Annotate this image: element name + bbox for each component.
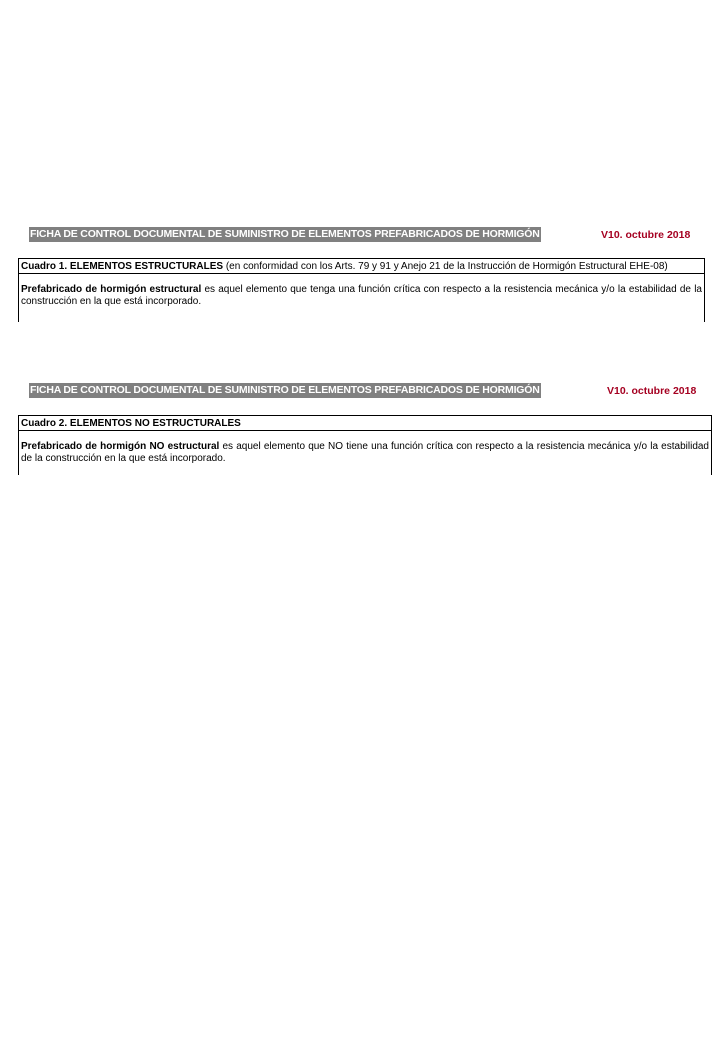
ficha-title: FICHA DE CONTROL DOCUMENTAL DE SUMINISTRO DE ELEMENTOS PREFABRICADOS DE HORMIGÓN (30, 384, 540, 396)
cuadro-definition (19, 431, 711, 475)
cuadro-label: Cuadro 1. ELEMENTOS ESTRUCTURALES (21, 261, 224, 272)
cuadro-title (19, 415, 711, 431)
cuadro-label: Cuadro 2. ELEMENTOS NO ESTRUCTURALES (21, 418, 241, 429)
cuadro-note: (en conformidad con los Arts. 79 y 91 y Anejo 21 de la Instrucción de Hormigón Estructural EHE-08) (223, 261, 668, 272)
definition-text: es aquel elemento que tenga una función crítica con respecto a la resistencia mecánica y/o la estabilidad de la construcción en la que está incorporado. (21, 284, 702, 307)
cuadro-2 (18, 415, 712, 475)
version-label: V10. octubre 2018 (601, 229, 691, 241)
definition-term: Prefabricado de hormigón NO estructural (21, 441, 220, 452)
definition-term: Prefabricado de hormigón estructural (21, 284, 202, 295)
ficha-title: FICHA DE CONTROL DOCUMENTAL DE SUMINISTRO DE ELEMENTOS PREFABRICADOS DE HORMIGÓN (30, 228, 540, 240)
definition-text: es aquel elemento que NO tiene una función crítica con respecto a la resistencia mecánica y/o la estabilidad de la construcción en la que está incorporado. (21, 441, 709, 464)
ficha-header (29, 383, 709, 401)
version-label: V10. octubre 2018 (607, 385, 697, 397)
